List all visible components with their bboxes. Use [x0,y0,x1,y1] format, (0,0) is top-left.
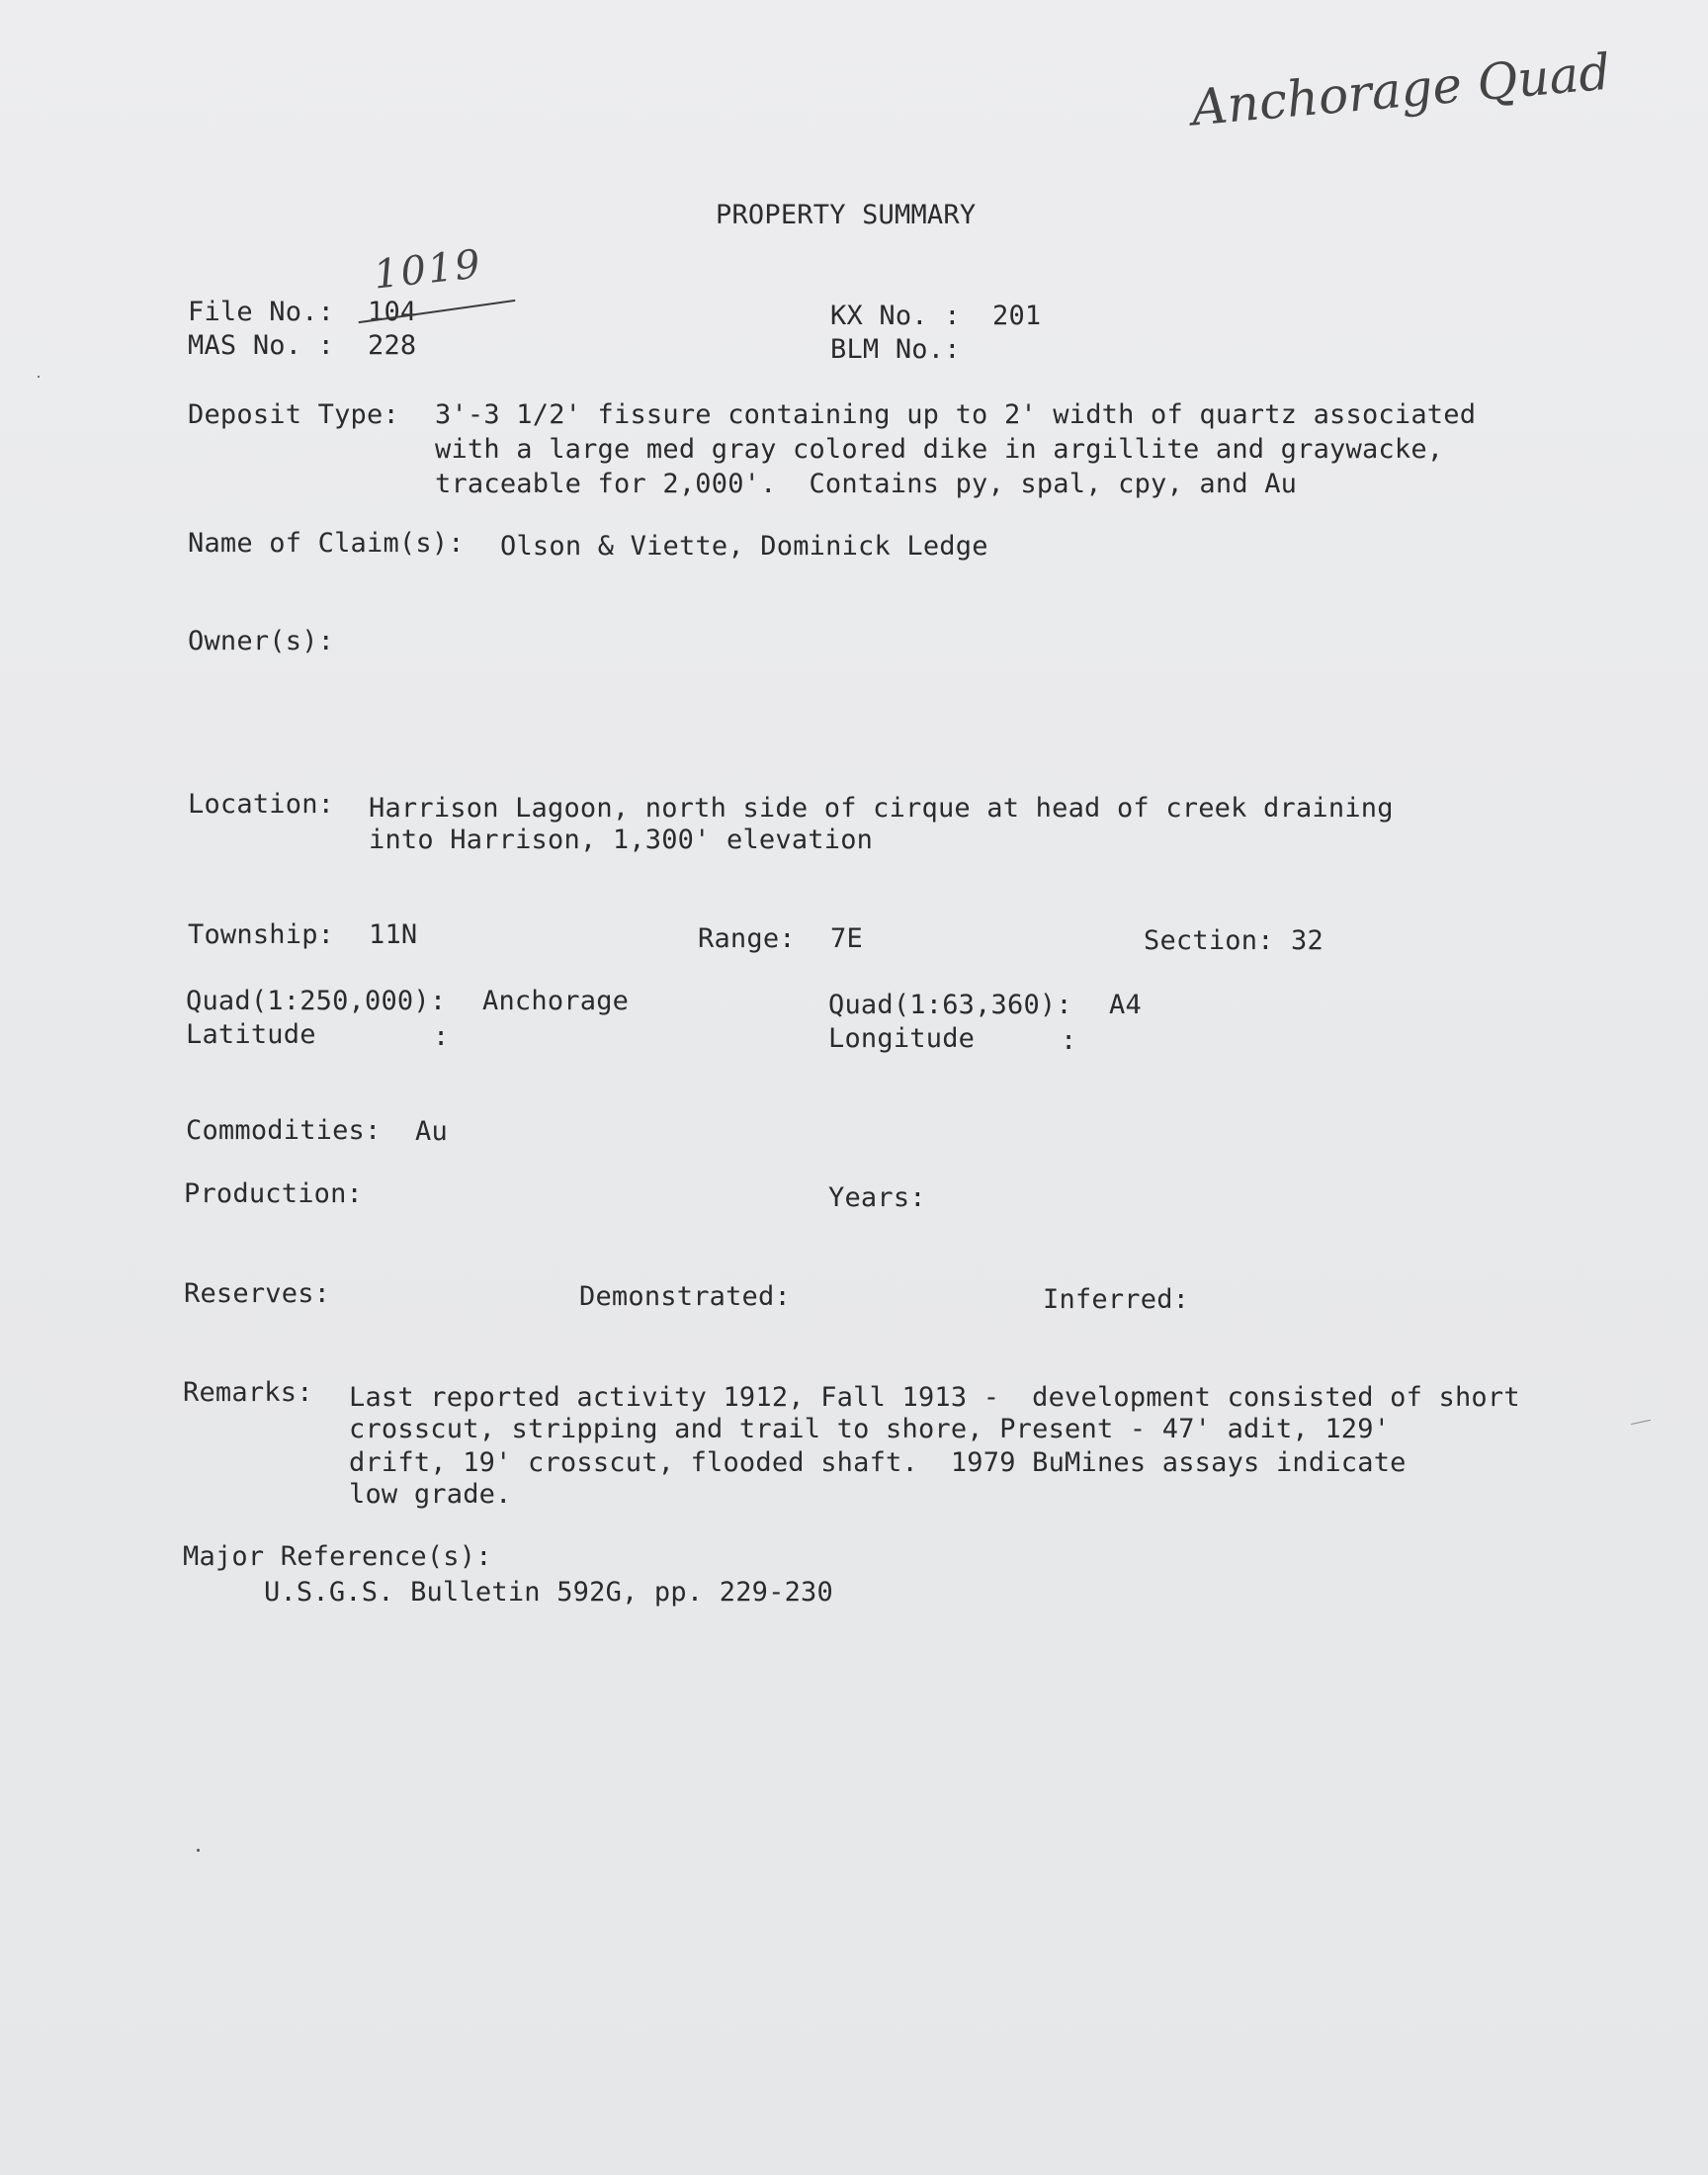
quad-250-label: Quad(1:250,000): [186,986,447,1016]
remarks-line: low grade. [349,1479,512,1510]
handwritten-quad-note: Anchorage Quad [1189,43,1613,137]
handwritten-file-number: 1019 [371,241,484,299]
quad-63-label: Quad(1:63,360): [828,990,1072,1020]
kx-no-value: 201 [992,301,1042,331]
demonstrated-label: Demonstrated: [579,1281,791,1312]
remarks-line: drift, 19' crosscut, flooded shaft. 1979 BuMines assays indicate [349,1447,1407,1478]
township-label: Township: [188,919,335,950]
remarks-line: crosscut, stripping and trail to shore, Present - 47' adit, 129' [349,1414,1391,1444]
section-value: 32 [1291,925,1324,956]
years-label: Years: [828,1182,926,1213]
longitude-separator: : [1061,1025,1077,1056]
mas-no-value: 228 [368,330,417,361]
scan-speck [38,376,40,378]
quad-63-value: A4 [1109,990,1142,1020]
scan-speck [197,1849,200,1852]
claims-label: Name of Claim(s): [188,528,465,559]
longitude-label: Longitude [828,1023,976,1054]
references-label: Major Reference(s): [183,1541,492,1572]
remarks-label: Remarks: [183,1377,313,1408]
deposit-type-line: 3'-3 1/2' fissure containing up to 2' width of quartz associated [435,399,1477,430]
commodities-value: Au [415,1116,448,1147]
section-label: Section: [1144,925,1274,956]
blm-no-label: BLM No.: [830,334,961,365]
claims-value: Olson & Viette, Dominick Ledge [500,531,988,562]
location-label: Location: [188,789,335,820]
reserves-label: Reserves: [184,1278,331,1309]
location-line: Harrison Lagoon, north side of cirque at head of creek draining [369,793,1394,824]
mas-no-label: MAS No. : [188,330,335,361]
latitude-label: Latitude [186,1019,316,1050]
margin-mark [1631,1420,1651,1425]
inferred-label: Inferred: [1043,1284,1190,1315]
owners-label: Owner(s): [188,626,335,656]
file-no-value: 104 [368,297,417,327]
range-value: 7E [830,923,863,954]
commodities-label: Commodities: [186,1115,382,1146]
quad-250-value: Anchorage [482,986,630,1016]
production-label: Production: [184,1178,364,1209]
file-no-label: File No.: [188,297,335,327]
kx-no-label: KX No. : [830,301,961,331]
range-label: Range: [698,923,796,954]
reference-item: U.S.G.S. Bulletin 592G, pp. 229-230 [264,1577,833,1608]
page-title: PROPERTY SUMMARY [716,200,977,230]
remarks-line: Last reported activity 1912, Fall 1913 - development consisted of short [349,1382,1520,1413]
deposit-type-label: Deposit Type: [188,399,399,430]
township-value: 11N [369,919,418,950]
deposit-type-line: traceable for 2,000'. Contains py, spal, cpy, and Au [435,469,1298,499]
location-line: into Harrison, 1,300' elevation [369,825,874,855]
latitude-separator: : [433,1021,450,1052]
deposit-type-line: with a large med gray colored dike in argillite and graywacke, [435,434,1444,465]
